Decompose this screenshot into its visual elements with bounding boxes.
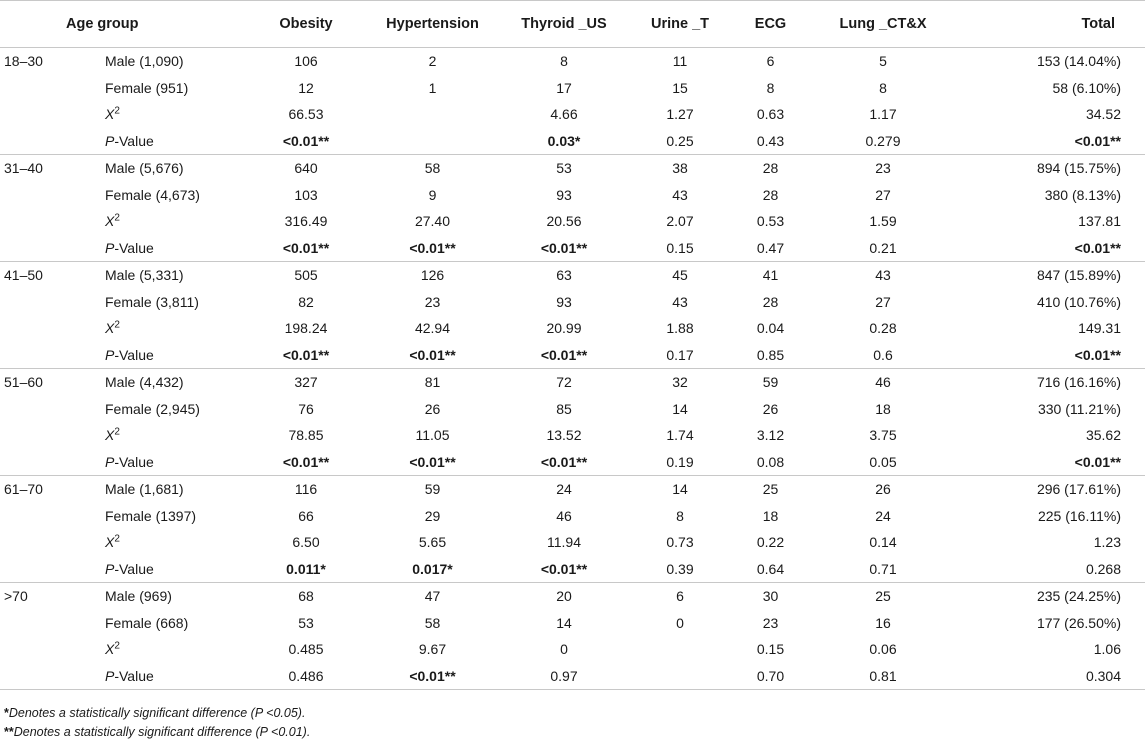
header-total: Total [955,1,1145,48]
value-cell: 5 [811,48,955,75]
value-cell: <0.01** [282,239,330,256]
value-cell: 0.21 [869,239,897,256]
value-cell: 23 [811,155,955,182]
total-cell: 0.304 [955,663,1145,690]
value-cell: 63 [498,262,630,289]
value-cell: 316.49 [284,213,328,230]
row-label: Female (951) [105,79,189,96]
table-row [0,529,1145,556]
age-group-cell [0,128,100,155]
value-cell: 8 [676,507,684,524]
footnote-2 [4,723,310,742]
value-cell: 47 [367,583,498,610]
age-group-cell [0,396,100,423]
value-cell: 85 [556,400,572,417]
value-cell: 18 [762,507,779,524]
value-cell: 14 [672,400,688,417]
total-cell: 380 (8.13%) [1044,186,1121,203]
value-cell: 0.05 [869,453,897,470]
total-cell: 1.06 [1093,641,1121,658]
value-cell: 0.71 [869,560,897,577]
row-label [100,208,245,235]
value-cell: 6.50 [292,534,320,551]
value-cell: 93 [556,186,572,203]
table-row [0,503,1145,530]
value-cell: 43 [811,262,955,289]
value-cell: 29 [424,507,441,524]
value-cell: 0.70 [730,663,811,690]
value-cell: 0.486 [245,663,367,690]
row-label: Male (1,090) [100,48,245,75]
total-cell: 137.81 [1078,213,1121,230]
value-cell [367,101,498,128]
table-row [0,396,1145,423]
value-cell: 9.67 [418,641,447,658]
value-cell [630,636,730,663]
value-cell: 1.17 [869,106,897,123]
value-cell: 30 [730,583,811,610]
footnotes [4,704,310,742]
chi-square-exponent: 2 [114,426,120,438]
value-cell: 0.22 [756,534,785,551]
value-cell: 103 [294,186,318,203]
value-cell: 26 [811,476,955,503]
age-group-cell [0,529,100,556]
value-cell: 0.06 [869,641,897,658]
value-cell: 9 [428,186,437,203]
row-label [100,556,245,583]
age-group-cell [0,208,100,235]
table-row [0,48,1145,75]
value-cell: 198.24 [284,320,328,337]
total-cell: 894 (15.75%) [955,155,1145,182]
value-cell: 78.85 [288,427,324,444]
table-row [0,636,1145,663]
value-cell: 0.279 [865,132,901,149]
value-cell: 12 [298,79,314,96]
p-value-label-p: P [105,346,115,363]
chi-square-exponent: 2 [114,533,120,545]
p-value-label-p: P [105,132,115,149]
value-cell: 26 [762,400,779,417]
value-cell: <0.01** [282,132,330,149]
value-cell: 505 [245,262,367,289]
row-label: Male (4,432) [100,369,245,396]
table-row [0,342,1145,369]
value-cell: 6 [630,583,730,610]
footnote-2-mark: ** [4,725,14,739]
age-group-cell: 51–60 [0,369,100,396]
value-cell: <0.01** [409,239,456,256]
value-cell: 0.15 [666,239,694,256]
value-cell: 0.53 [756,213,785,230]
footnote-1 [4,704,310,723]
value-cell: 43 [672,186,688,203]
chi-square-label: X [105,427,115,444]
value-cell: 0.6 [873,346,893,363]
row-label: Female (4,673) [105,186,200,203]
value-cell: 68 [245,583,367,610]
chi-square-exponent: 2 [114,319,120,331]
value-cell: 82 [298,293,314,310]
table-row [0,610,1145,637]
total-cell: 225 (16.11%) [1037,507,1121,524]
chi-square-label: X [105,106,115,123]
value-cell: <0.01** [367,663,498,690]
value-cell: 42.94 [414,320,451,337]
chi-square-exponent: 2 [114,105,120,117]
total-cell: 149.31 [1078,320,1121,337]
value-cell: 23 [424,293,441,310]
value-cell: 20.99 [546,320,582,337]
age-group-cell [0,101,100,128]
value-cell: <0.01** [282,346,330,363]
value-cell: 0.28 [869,320,897,337]
p-value-label-rest: -Value [114,560,154,577]
row-label: Male (5,331) [100,262,245,289]
total-cell: <0.01** [1074,453,1121,470]
age-group-cell [0,235,100,262]
value-cell: <0.01** [540,346,588,363]
total-cell: 1.23 [1093,534,1121,551]
value-cell: <0.01** [409,453,456,470]
table-row [0,182,1145,209]
header-urine-t: Urine _T [630,1,730,48]
value-cell: 0.03* [547,132,581,149]
p-value-label-p: P [105,453,115,470]
age-group-cell [0,342,100,369]
value-cell: 116 [245,476,367,503]
value-cell: 26 [424,400,441,417]
header-hypertension: Hypertension [367,1,498,48]
value-cell: 25 [730,476,811,503]
table-row [0,422,1145,449]
table-row [0,663,1145,690]
row-label: Female (1397) [105,507,197,524]
value-cell: 72 [498,369,630,396]
age-group-cell [0,663,100,690]
p-value-label-rest: -Value [114,453,154,470]
value-cell: 59 [367,476,498,503]
row-label [100,235,245,262]
value-cell: 28 [762,293,779,310]
value-cell: 0.47 [756,239,785,256]
value-cell: 58 [424,614,441,631]
header-age-group: Age group [0,1,245,48]
table-row [0,556,1145,583]
p-value-label-rest: -Value [114,132,154,149]
value-cell: 66.53 [288,106,324,123]
value-cell: 20 [498,583,630,610]
p-value-label-p: P [105,560,115,577]
header-row [0,1,1145,48]
value-cell: 14 [630,476,730,503]
row-label [100,529,245,556]
total-cell: 847 (15.89%) [955,262,1145,289]
p-value-label-rest: -Value [114,239,154,256]
header-obesity: Obesity [245,1,367,48]
value-cell: 32 [630,369,730,396]
value-cell: 0.43 [756,132,785,149]
value-cell: 0.485 [288,641,324,658]
p-value-label-rest: -Value [114,667,154,684]
value-cell: 0.85 [756,346,785,363]
table-row [0,449,1145,476]
value-cell: 27 [875,293,891,310]
table-row [0,262,1145,289]
value-cell [367,128,498,155]
value-cell: 27.40 [414,213,451,230]
value-cell: 28 [730,155,811,182]
value-cell: 0.63 [756,106,785,123]
value-cell: <0.01** [540,560,588,577]
row-label [100,449,245,476]
chi-square-exponent: 2 [114,640,120,652]
value-cell: 126 [367,262,498,289]
value-cell: 1.27 [666,106,694,123]
value-cell: 45 [630,262,730,289]
row-label: Female (2,945) [105,400,200,417]
value-cell: 41 [730,262,811,289]
total-cell: 34.52 [1085,106,1121,123]
value-cell: 28 [762,186,779,203]
table-row [0,289,1145,316]
row-label: Male (1,681) [100,476,245,503]
value-cell: 76 [298,400,314,417]
value-cell: 327 [245,369,367,396]
value-cell: 11.05 [415,427,450,444]
header-ecg: ECG [730,1,811,48]
table-row [0,75,1145,102]
age-group-cell [0,182,100,209]
value-cell: 14 [556,614,572,631]
value-cell: 25 [811,583,955,610]
value-cell: 20.56 [546,213,582,230]
row-label: Female (668) [105,614,189,631]
header-lung-ctx: Lung _CT&X [811,1,955,48]
p-value-label-p: P [105,667,115,684]
chi-square-label: X [105,534,115,551]
value-cell: 0.73 [666,534,694,551]
value-cell: 0.17 [666,346,694,363]
row-label [100,422,245,449]
age-group-cell [0,636,100,663]
table-row [0,208,1145,235]
value-cell: 13.52 [546,427,582,444]
value-cell: 106 [245,48,367,75]
value-cell: 8 [498,48,630,75]
age-group-cell [0,315,100,342]
row-label [100,663,245,690]
value-cell: 640 [245,155,367,182]
total-cell: 58 (6.10%) [1052,79,1121,96]
total-cell: 0.268 [1085,560,1121,577]
total-cell: 35.62 [1085,427,1121,444]
value-cell: 0 [560,641,568,658]
total-cell: <0.01** [1074,239,1121,256]
total-cell: 235 (24.25%) [955,583,1145,610]
table-row [0,583,1145,610]
value-cell: 1.74 [666,427,694,444]
total-cell: 177 (26.50%) [1036,614,1121,631]
value-cell: 24 [875,507,891,524]
value-cell: <0.01** [409,346,456,363]
p-value-label-p: P [105,239,115,256]
value-cell: 16 [875,614,891,631]
value-cell: 0.017* [412,560,453,577]
value-cell: 17 [556,79,572,96]
value-cell: 38 [630,155,730,182]
age-group-cell [0,449,100,476]
value-cell: 0.64 [756,560,785,577]
total-cell: <0.01** [1074,132,1121,149]
table-row [0,315,1145,342]
value-cell: 8 [766,79,775,96]
row-label [100,636,245,663]
age-group-cell: 41–50 [0,262,100,289]
row-label: Male (969) [100,583,245,610]
value-cell: 66 [298,507,314,524]
age-group-cell [0,289,100,316]
value-cell: 15 [672,79,688,96]
table-body [0,48,1145,690]
value-cell: 27 [875,186,891,203]
table-row [0,235,1145,262]
total-cell: 296 (17.61%) [955,476,1145,503]
value-cell: 5.65 [418,534,447,551]
value-cell: 0 [676,614,684,631]
value-cell: 23 [762,614,779,631]
value-cell: 0.08 [756,453,785,470]
value-cell: 53 [498,155,630,182]
total-cell: 716 (16.16%) [955,369,1145,396]
age-group-cell: 31–40 [0,155,100,182]
age-group-cell [0,422,100,449]
value-cell: 0.19 [666,453,694,470]
value-cell: 0.04 [756,320,785,337]
footnote-1-mark: * [4,706,9,720]
row-label: Male (5,676) [100,155,245,182]
row-label: Female (3,811) [105,293,199,310]
value-cell: 18 [875,400,891,417]
value-cell [630,663,730,690]
value-cell: 4.66 [550,106,578,123]
value-cell: 58 [367,155,498,182]
table-row [0,128,1145,155]
row-label [100,315,245,342]
age-group-cell: >70 [0,583,100,610]
value-cell: 46 [556,507,572,524]
value-cell: 0.39 [666,560,694,577]
chi-square-label: X [105,320,115,337]
value-cell: 53 [298,614,314,631]
value-cell: 24 [498,476,630,503]
value-cell: 0.97 [498,663,630,690]
value-cell: 0.14 [869,534,897,551]
value-cell: 0.15 [756,641,785,658]
chi-square-exponent: 2 [114,212,120,224]
value-cell: 1.59 [869,213,897,230]
value-cell: 8 [879,79,887,96]
age-group-cell [0,75,100,102]
value-cell: 1.88 [666,320,694,337]
value-cell: <0.01** [540,239,588,256]
value-cell: 46 [811,369,955,396]
p-value-label-rest: -Value [114,346,154,363]
footnote-1-text: Denotes a statistically significant difference (P <0.05). [8,706,306,720]
value-cell: 1 [428,79,437,96]
chi-square-label: X [105,641,115,658]
header-thyroid-us: Thyroid _US [498,1,630,48]
age-group-cell: 61–70 [0,476,100,503]
value-cell: 0.011* [286,560,326,577]
value-cell: 0.81 [811,663,955,690]
value-cell: 6 [730,48,811,75]
age-group-cell [0,556,100,583]
value-cell: 11 [630,48,730,75]
total-cell: 153 (14.04%) [955,48,1145,75]
value-cell: 11.94 [547,534,581,551]
age-group-cell [0,503,100,530]
table-row [0,101,1145,128]
footnote-2-text: Denotes a statistically significant difference (P <0.01). [13,725,311,739]
value-cell: 59 [730,369,811,396]
table-row [0,155,1145,182]
value-cell: 2.07 [666,213,694,230]
value-cell: <0.01** [540,453,588,470]
chi-square-label: X [105,213,115,230]
table-row [0,369,1145,396]
table-row [0,476,1145,503]
age-group-cell: 18–30 [0,48,100,75]
value-cell: 93 [556,293,572,310]
row-label [100,342,245,369]
value-cell: <0.01** [282,453,330,470]
value-cell: 3.12 [756,427,785,444]
row-label [100,101,245,128]
value-cell: 3.75 [869,427,897,444]
age-group-cell [0,610,100,637]
total-cell: <0.01** [1074,346,1121,363]
value-cell: 2 [367,48,498,75]
row-label [100,128,245,155]
value-cell: 43 [672,293,688,310]
total-cell: 410 (10.76%) [1036,293,1121,310]
total-cell: 330 (11.21%) [1037,400,1121,417]
value-cell: 0.25 [666,132,694,149]
value-cell: 81 [367,369,498,396]
